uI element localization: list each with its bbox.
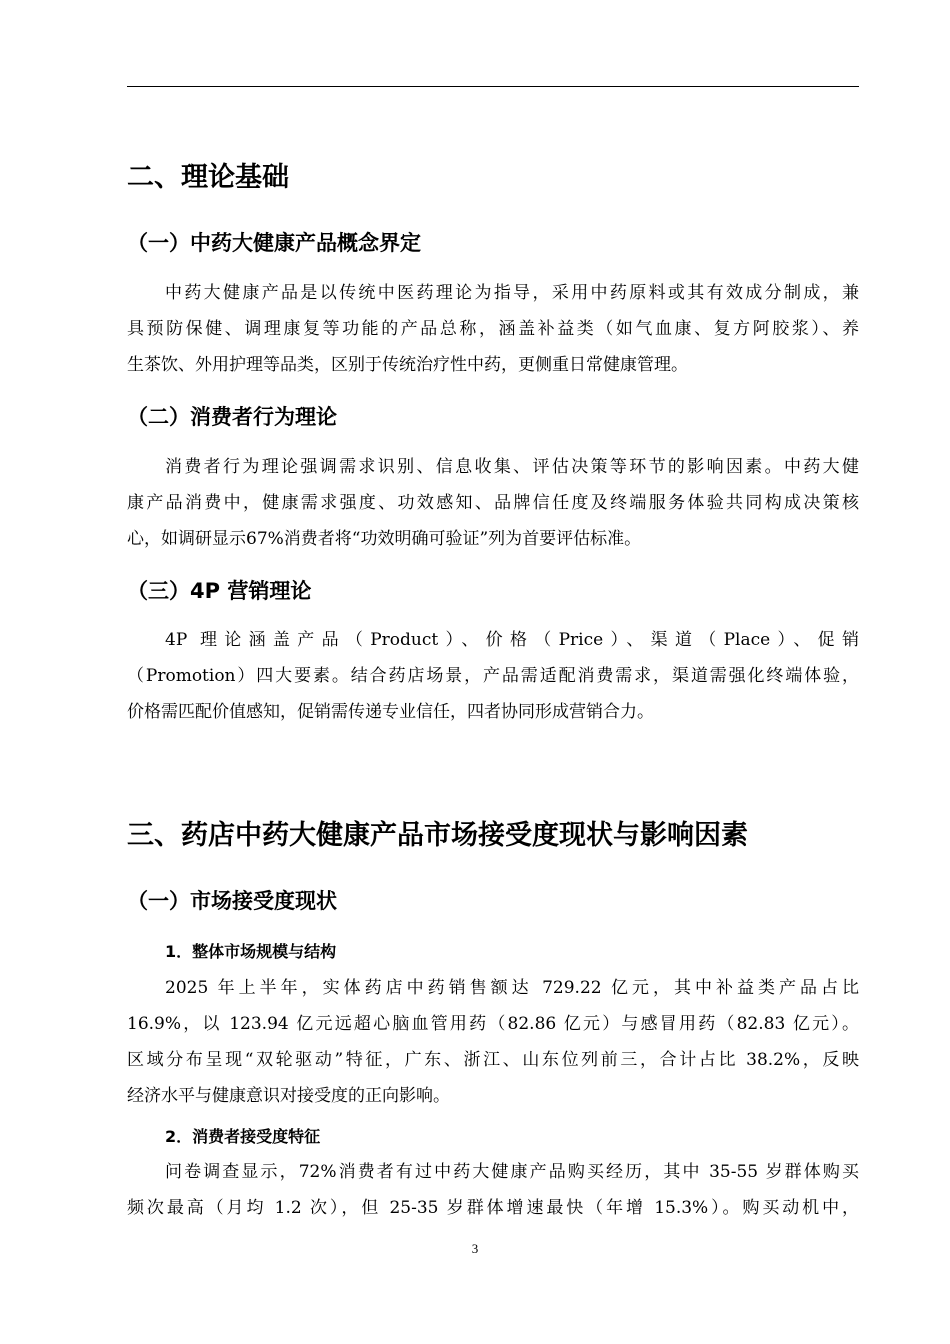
- paragraph-line: 经济水平与健康意识对接受度的正向影响。: [127, 1086, 450, 1106]
- paragraph-line: 具预防保健、调理康复等功能的产品总称，涵盖补益类（如气血康、复方阿胶浆）、养: [127, 319, 859, 339]
- paragraph-line: 生茶饮、外用护理等品类，区别于传统治疗性中药，更侧重日常健康管理。: [127, 355, 688, 375]
- paragraph-line: 心，如调研显示67%消费者将“功效明确可验证”列为首要评估标准。: [127, 529, 642, 549]
- paragraph-line: 16.9%，以 123.94 亿元远超心脑血管用药（82.86 亿元）与感冒用药（82.83 亿元）。: [127, 1014, 859, 1034]
- paragraph-line: 问卷调查显示，72%消费者有过中药大健康产品购买经历，其中 35-55 岁群体购买: [165, 1162, 859, 1182]
- item-heading-3-1-2: 2．消费者接受度特征: [165, 1127, 321, 1146]
- subsection-heading-3-1: （一）市场接受度现状: [127, 889, 337, 913]
- paragraph-line: 价格需匹配价值感知，促销需传递专业信任，四者协同形成营销合力。: [127, 702, 654, 722]
- header-rule: [127, 86, 859, 87]
- subsection-heading-2-1: （一）中药大健康产品概念界定: [127, 231, 421, 255]
- section-heading-2: 二、理论基础: [127, 162, 289, 193]
- paragraph-line: 2025 年上半年，实体药店中药销售额达 729.22 亿元，其中补益类产品占比: [165, 978, 859, 998]
- paragraph-3-1-2: [127, 1154, 859, 1226]
- paragraph-line: 中药大健康产品是以传统中医药理论为指导，采用中药原料或其有效成分制成，兼: [165, 283, 859, 303]
- paragraph-line: 4P 理论涵盖产品（Product）、价格（Price）、渠道（Place）、促销: [165, 630, 859, 650]
- item-heading-3-1-1: 1．整体市场规模与结构: [165, 942, 337, 961]
- paragraph-3-1-1: [127, 970, 859, 1114]
- subsection-heading-2-2: （二）消费者行为理论: [127, 405, 337, 429]
- paragraph-line: （Promotion）四大要素。结合药店场景，产品需适配消费需求，渠道需强化终端体验，: [127, 666, 859, 686]
- paragraph-2-1: [127, 275, 859, 383]
- paragraph-2-3: [127, 622, 859, 730]
- paragraph-2-2: [127, 449, 859, 557]
- paragraph-line: 消费者行为理论强调需求识别、信息收集、评估决策等环节的影响因素。中药大健: [165, 457, 859, 477]
- subsection-heading-2-3: （三）4P 营销理论: [127, 579, 312, 603]
- page-number: 3: [471, 1241, 479, 1256]
- paragraph-line: 频次最高（月均 1.2 次），但 25-35 岁群体增速最快（年增 15.3%）。购买动机中，: [127, 1198, 859, 1218]
- paragraph-line: 康产品消费中，健康需求强度、功效感知、品牌信任度及终端服务体验共同构成决策核: [127, 493, 859, 513]
- section-heading-3: 三、药店中药大健康产品市场接受度现状与影响因素: [127, 820, 748, 851]
- paragraph-line: 区域分布呈现“双轮驱动”特征，广东、浙江、山东位列前三，合计占比 38.2%，反映: [127, 1050, 859, 1070]
